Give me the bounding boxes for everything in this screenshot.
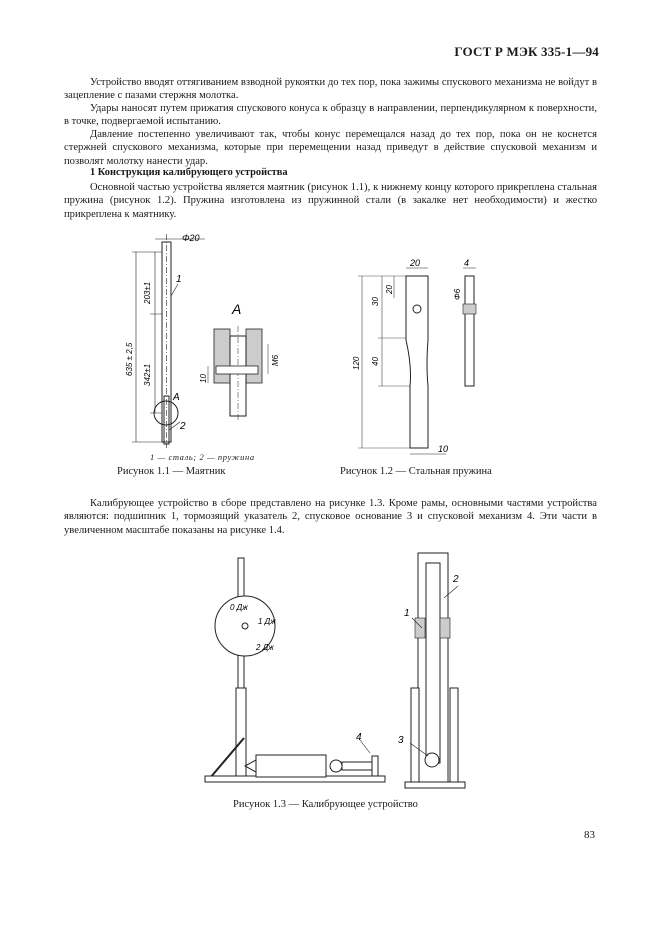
dim-635: 635 ± 2,5 <box>125 342 134 376</box>
document-header: ГОСТ Р МЭК 335-1—94 <box>454 44 599 59</box>
dim-203: 203±1 <box>143 281 152 304</box>
label-1: 1 <box>176 274 182 285</box>
assembly-label-4: 4 <box>356 732 362 743</box>
section-text: Основной частью устройства является маятник (рисунок 1.1), к нижнему концу которого прикреплена стальная пружина (рисунок 1.2). Пружина изготовлена из пружинной стали (в закалке нет необходимости) и жестко прикреплена к маятнику. <box>64 182 597 220</box>
figure-1-2-spring <box>350 258 500 462</box>
paragraph-2: Удары наносят путем прижатия спускового конуса к образцу в направлении, перпендикулярном к поверхности, в точке, подвергаемой испытанию. <box>64 103 597 128</box>
assembly-label-2: 2 <box>453 574 459 585</box>
detail-marker: A <box>173 392 180 403</box>
dim-30: 30 <box>371 297 380 306</box>
assembly-label-1: 1 <box>404 608 410 619</box>
dim-120: 120 <box>352 356 361 370</box>
dim-m6: M6 <box>271 354 280 366</box>
figure-1-3-device <box>200 548 480 798</box>
figure-1-2-caption: Рисунок 1.2 — Стальная пружина <box>340 466 492 477</box>
dim-thickness: 4 <box>464 258 470 268</box>
page-number: 83 <box>584 829 595 841</box>
assembly-label-3: 3 <box>398 735 404 746</box>
dim-40: 40 <box>371 357 380 366</box>
dim-top-20: 20 <box>410 258 421 268</box>
detail-label: A <box>232 301 242 317</box>
dim-hole: Φ6 <box>453 288 462 300</box>
dim-342: 342±1 <box>143 363 152 386</box>
paragraph-1: Устройство вводят оттягиванием взводной рукоятки до тех пор, пока зажимы спускового механизма не войдут в зацепление с пазами стержня молотка. <box>64 77 597 102</box>
dim-bottom-10: 10 <box>438 444 449 454</box>
dial-0: 0 Дж <box>230 603 248 612</box>
figure-1-1-pendulum <box>110 226 300 461</box>
dial-2: 2 Дж <box>256 643 274 652</box>
section-heading: 1 Конструкция калибрующего устройства <box>90 167 288 178</box>
dim-10: 10 <box>199 374 208 383</box>
figure-1-3-caption: Рисунок 1.3 — Калибрующее устройство <box>233 799 418 810</box>
figure-1-1-legend: 1 — сталь; 2 — пружина <box>150 452 255 462</box>
paragraph-3: Давление постепенно увеличивают так, чтобы конус перемещался назад до тех пор, пока он не коснется стержней спускового механизма, которые при перемещении назад приведут в действие спусковой механизм и позволят молотку нанести удар. <box>64 129 597 167</box>
label-2: 2 <box>180 421 186 432</box>
dim-diameter: Φ20 <box>182 233 200 243</box>
figure-1-1-caption: Рисунок 1.1 — Маятник <box>117 466 226 477</box>
dial-1: 1 Дж <box>258 617 276 626</box>
paragraph-assembly: Калибрующее устройство в сборе представлено на рисунке 1.3. Кроме рамы, основными частями устройства являются: подшипник 1, тормозящий указатель 2, спусковое основание 3 и спусковой механизм 4. Эти части в увеличенном масштабе показаны на рисунке 1.4. <box>64 498 597 536</box>
dim-20: 20 <box>385 285 394 294</box>
